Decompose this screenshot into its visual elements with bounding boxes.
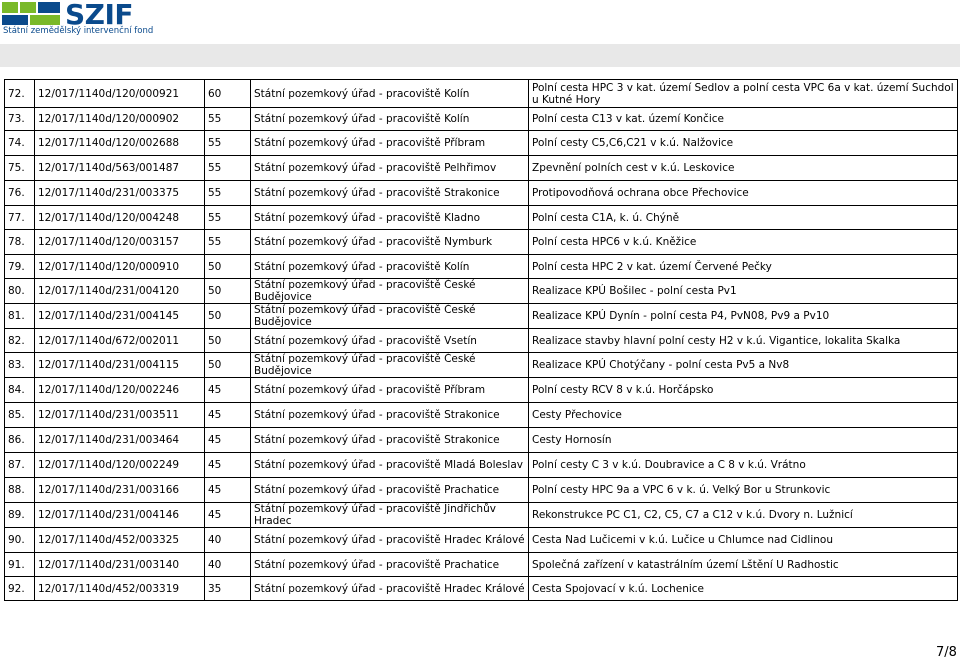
projects-table — [4, 79, 958, 601]
table-row — [5, 453, 958, 478]
applicant-office-cell: Státní pozemkový úřad - pracoviště Strakonice — [251, 181, 529, 206]
project-name-cell: Zpevnění polních cest v k.ú. Leskovice — [529, 156, 958, 181]
row-number-cell: 73. — [5, 108, 35, 131]
project-name-cell: Realizace KPÚ Bošilec - polní cesta Pv1 — [529, 279, 958, 304]
row-number-cell: 85. — [5, 403, 35, 428]
table-row — [5, 528, 958, 553]
row-number-cell: 84. — [5, 378, 35, 403]
table-row — [5, 131, 958, 156]
szif-logo — [2, 2, 162, 38]
points-cell: 45 — [205, 503, 251, 528]
applicant-office-cell: Státní pozemkový úřad - pracoviště Prachatice — [251, 478, 529, 503]
registration-number-cell: 12/017/1140d/231/004146 — [35, 503, 205, 528]
points-cell: 55 — [205, 156, 251, 181]
points-cell: 55 — [205, 108, 251, 131]
applicant-office-cell: Státní pozemkový úřad - pracoviště Nymburk — [251, 230, 529, 255]
registration-number-cell: 12/017/1140d/231/004120 — [35, 279, 205, 304]
row-number-cell: 89. — [5, 503, 35, 528]
logo-text: SZIF — [65, 0, 134, 31]
project-name-cell: Cesta Spojovací v k.ú. Lochenice — [529, 577, 958, 601]
project-name-cell: Polní cesta HPC 2 v kat. území Červené Pečky — [529, 255, 958, 279]
table-row — [5, 329, 958, 353]
applicant-office-cell: Státní pozemkový úřad - pracoviště Strakonice — [251, 403, 529, 428]
row-number-cell: 76. — [5, 181, 35, 206]
table-row — [5, 304, 958, 329]
applicant-office-cell: Státní pozemkový úřad - pracoviště Jindřichův Hradec — [251, 503, 529, 528]
points-cell: 55 — [205, 181, 251, 206]
table-row — [5, 428, 958, 453]
registration-number-cell: 12/017/1140d/120/002249 — [35, 453, 205, 478]
registration-number-cell: 12/017/1140d/563/001487 — [35, 156, 205, 181]
applicant-office-cell: Státní pozemkový úřad - pracoviště České Budějovice — [251, 353, 529, 378]
row-number-cell: 79. — [5, 255, 35, 279]
points-cell: 50 — [205, 279, 251, 304]
project-name-cell: Cesty Přechovice — [529, 403, 958, 428]
table-row — [5, 353, 958, 378]
points-cell: 45 — [205, 428, 251, 453]
points-cell: 55 — [205, 131, 251, 156]
project-name-cell: Cesta Nad Lučicemi v k.ú. Lučice u Chlumce nad Cidlinou — [529, 528, 958, 553]
page-number: 7/8 — [936, 645, 957, 660]
registration-number-cell: 12/017/1140d/231/003464 — [35, 428, 205, 453]
applicant-office-cell: Státní pozemkový úřad - pracoviště České Budějovice — [251, 304, 529, 329]
project-name-cell: Rekonstrukce PC C1, C2, C5, C7 a C12 v k.ú. Dvory n. Lužnicí — [529, 503, 958, 528]
applicant-office-cell: Státní pozemkový úřad - pracoviště Hradec Králové — [251, 577, 529, 601]
applicant-office-cell: Státní pozemkový úřad - pracoviště Kolín — [251, 80, 529, 108]
row-number-cell: 74. — [5, 131, 35, 156]
header-band — [0, 44, 960, 67]
registration-number-cell: 12/017/1140d/231/003375 — [35, 181, 205, 206]
points-cell: 50 — [205, 329, 251, 353]
registration-number-cell: 12/017/1140d/231/003511 — [35, 403, 205, 428]
points-cell: 50 — [205, 353, 251, 378]
project-name-cell: Polní cesta HPC 3 v kat. území Sedlov a polní cesta VPC 6a v kat. území Suchdol u Kutné Hory — [529, 80, 958, 108]
registration-number-cell: 12/017/1140d/231/003140 — [35, 553, 205, 577]
row-number-cell: 86. — [5, 428, 35, 453]
table-row — [5, 279, 958, 304]
logo-subtitle: Státní zemědělský intervenční fond — [3, 26, 154, 36]
table-row — [5, 378, 958, 403]
applicant-office-cell: Státní pozemkový úřad - pracoviště Kladno — [251, 206, 529, 230]
registration-number-cell: 12/017/1140d/672/002011 — [35, 329, 205, 353]
table-row — [5, 230, 958, 255]
row-number-cell: 82. — [5, 329, 35, 353]
points-cell: 50 — [205, 255, 251, 279]
registration-number-cell: 12/017/1140d/452/003319 — [35, 577, 205, 601]
table-row — [5, 206, 958, 230]
applicant-office-cell: Státní pozemkový úřad - pracoviště České Budějovice — [251, 279, 529, 304]
applicant-office-cell: Státní pozemkový úřad - pracoviště Pelhřimov — [251, 156, 529, 181]
registration-number-cell: 12/017/1140d/231/004145 — [35, 304, 205, 329]
table-row — [5, 478, 958, 503]
row-number-cell: 78. — [5, 230, 35, 255]
row-number-cell: 91. — [5, 553, 35, 577]
applicant-office-cell: Státní pozemkový úřad - pracoviště Mladá Boleslav — [251, 453, 529, 478]
project-name-cell: Společná zařízení v katastrálním území Lštění U Radhostic — [529, 553, 958, 577]
registration-number-cell: 12/017/1140d/452/003325 — [35, 528, 205, 553]
table-row — [5, 255, 958, 279]
points-cell: 55 — [205, 206, 251, 230]
table-row — [5, 181, 958, 206]
row-number-cell: 77. — [5, 206, 35, 230]
table-row — [5, 156, 958, 181]
table-row — [5, 577, 958, 601]
row-number-cell: 87. — [5, 453, 35, 478]
project-name-cell: Realizace KPÚ Chotýčany - polní cesta Pv5 a Nv8 — [529, 353, 958, 378]
row-number-cell: 88. — [5, 478, 35, 503]
project-name-cell: Polní cesty HPC 9a a VPC 6 v k. ú. Velký Bor u Strunkovic — [529, 478, 958, 503]
points-cell: 45 — [205, 378, 251, 403]
row-number-cell: 83. — [5, 353, 35, 378]
registration-number-cell: 12/017/1140d/120/000910 — [35, 255, 205, 279]
project-name-cell: Cesty Hornosín — [529, 428, 958, 453]
registration-number-cell: 12/017/1140d/120/002246 — [35, 378, 205, 403]
row-number-cell: 92. — [5, 577, 35, 601]
applicant-office-cell: Státní pozemkový úřad - pracoviště Prachatice — [251, 553, 529, 577]
table-row — [5, 553, 958, 577]
table-row — [5, 403, 958, 428]
applicant-office-cell: Státní pozemkový úřad - pracoviště Kolín — [251, 108, 529, 131]
table-row — [5, 80, 958, 108]
registration-number-cell: 12/017/1140d/120/004248 — [35, 206, 205, 230]
project-name-cell: Realizace stavby hlavní polní cesty H2 v k.ú. Vigantice, lokalita Skalka — [529, 329, 958, 353]
points-cell: 45 — [205, 403, 251, 428]
applicant-office-cell: Státní pozemkový úřad - pracoviště Hradec Králové — [251, 528, 529, 553]
applicant-office-cell: Státní pozemkový úřad - pracoviště Vsetín — [251, 329, 529, 353]
row-number-cell: 90. — [5, 528, 35, 553]
row-number-cell: 72. — [5, 80, 35, 108]
row-number-cell: 81. — [5, 304, 35, 329]
applicant-office-cell: Státní pozemkový úřad - pracoviště Příbram — [251, 378, 529, 403]
table-row — [5, 108, 958, 131]
points-cell: 50 — [205, 304, 251, 329]
applicant-office-cell: Státní pozemkový úřad - pracoviště Příbram — [251, 131, 529, 156]
szif-logo-mark-icon — [2, 2, 62, 26]
points-cell: 55 — [205, 230, 251, 255]
projects-table-body — [5, 80, 958, 601]
row-number-cell: 75. — [5, 156, 35, 181]
row-number-cell: 80. — [5, 279, 35, 304]
points-cell: 60 — [205, 80, 251, 108]
registration-number-cell: 12/017/1140d/120/000902 — [35, 108, 205, 131]
registration-number-cell: 12/017/1140d/120/000921 — [35, 80, 205, 108]
applicant-office-cell: Státní pozemkový úřad - pracoviště Strakonice — [251, 428, 529, 453]
points-cell: 45 — [205, 478, 251, 503]
project-name-cell: Polní cesta C13 v kat. území Končice — [529, 108, 958, 131]
registration-number-cell: 12/017/1140d/231/004115 — [35, 353, 205, 378]
table-row — [5, 503, 958, 528]
points-cell: 35 — [205, 577, 251, 601]
project-name-cell: Polní cesty RCV 8 v k.ú. Horčápsko — [529, 378, 958, 403]
points-cell: 40 — [205, 553, 251, 577]
project-name-cell: Polní cesty C 3 v k.ú. Doubravice a C 8 v k.ú. Vrátno — [529, 453, 958, 478]
points-cell: 45 — [205, 453, 251, 478]
project-name-cell: Protipovodňová ochrana obce Přechovice — [529, 181, 958, 206]
project-name-cell: Polní cesta HPC6 v k.ú. Kněžice — [529, 230, 958, 255]
registration-number-cell: 12/017/1140d/120/002688 — [35, 131, 205, 156]
project-name-cell: Realizace KPÚ Dynín - polní cesta P4, PvN08, Pv9 a Pv10 — [529, 304, 958, 329]
registration-number-cell: 12/017/1140d/231/003166 — [35, 478, 205, 503]
project-name-cell: Polní cesta C1A, k. ú. Chýně — [529, 206, 958, 230]
points-cell: 40 — [205, 528, 251, 553]
applicant-office-cell: Státní pozemkový úřad - pracoviště Kolín — [251, 255, 529, 279]
registration-number-cell: 12/017/1140d/120/003157 — [35, 230, 205, 255]
project-name-cell: Polní cesty C5,C6,C21 v k.ú. Nalžovice — [529, 131, 958, 156]
